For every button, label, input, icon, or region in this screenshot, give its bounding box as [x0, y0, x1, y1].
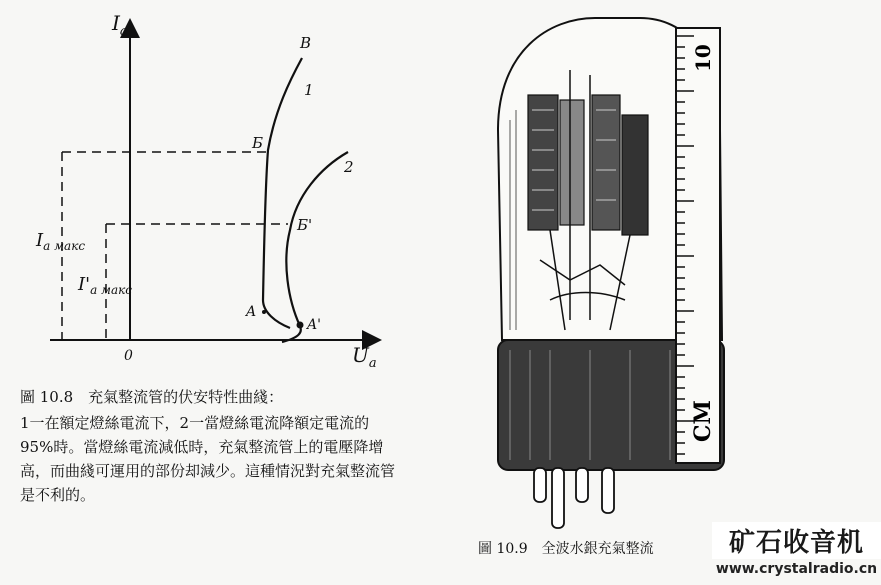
tube-illustration: [440, 0, 881, 585]
ruler-unit: CM: [690, 400, 716, 442]
cm-ruler: [676, 28, 720, 463]
curve-1-label: 1: [304, 81, 314, 99]
watermark: [712, 522, 881, 577]
point-b-label: В: [300, 34, 312, 52]
volt-ampere-graph: [0, 0, 440, 380]
ia-max-prime-label: $I'_{a макс}$: [78, 274, 133, 297]
point-b2-label: Б: [252, 134, 264, 152]
y-axis-label: $I_a$: [112, 11, 128, 39]
point-a-label: A: [246, 304, 257, 320]
point-a-dot: [262, 310, 266, 314]
origin-label: 0: [124, 348, 133, 364]
point-a-prime-label: A': [307, 317, 321, 333]
figure-caption-left: [20, 385, 395, 507]
point-a-prime-dot: [297, 322, 304, 329]
curve-1: [263, 58, 302, 328]
watermark-url: www.crystalradio.cn: [715, 561, 878, 577]
x-axis-label: $U_a$: [352, 343, 377, 371]
figure-caption-right: 圖 10.9 全波水銀充氣整流: [478, 541, 654, 557]
ia-max-label: $I_{a макс}$: [36, 230, 86, 253]
caption-left-body: 1一在額定燈絲電流下，2一當燈絲電流降額定電流的95%時。當燈絲電流減低時，充氣整流管上的電壓降增高，而曲綫可運用的部份却減少。這種情況對充氣整流管是不利的。: [20, 414, 396, 504]
point-b-prime-label: Б': [297, 216, 313, 234]
caption-left-title: 圖 10.8 充氣整流管的伏安特性曲綫：: [20, 388, 284, 406]
ruler-number: 10: [691, 44, 715, 72]
tube-pins: [534, 468, 614, 528]
curve-2-label: 2: [344, 158, 354, 176]
watermark-name: 矿石收音机: [712, 522, 881, 559]
curve-2: [282, 152, 348, 342]
